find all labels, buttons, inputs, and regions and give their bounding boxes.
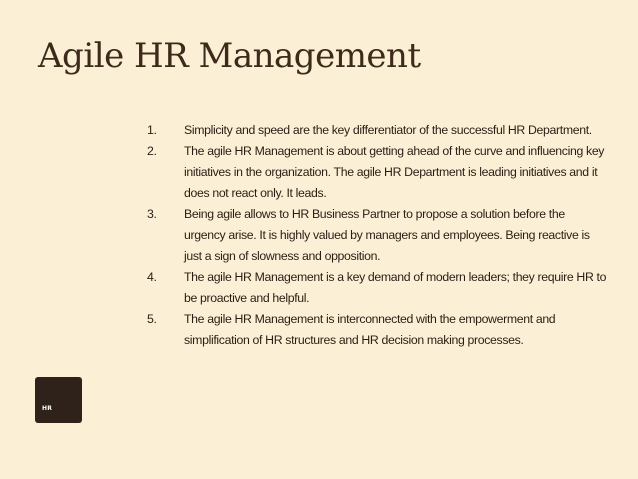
list-item bbox=[147, 204, 607, 267]
list-item-number: 5. bbox=[147, 312, 157, 326]
list-item bbox=[147, 141, 607, 204]
list-item-number: 3. bbox=[147, 207, 157, 221]
logo bbox=[35, 377, 82, 423]
list-item bbox=[147, 309, 607, 351]
list-item-text: The agile HR Management is about getting ahead of the curve and influencing key initiatives in the organization. The agile HR Department is leading initiatives and it does not react only. It leads. bbox=[184, 144, 605, 200]
list-item-text: Being agile allows to HR Business Partner to propose a solution before the urgency arise. It is highly valued by managers and employees. Being reactive is just a sign of slowness and opposition. bbox=[184, 207, 590, 263]
list-item bbox=[147, 120, 607, 141]
list-item-number: 4. bbox=[147, 270, 157, 284]
list-item-number: 2. bbox=[147, 144, 157, 158]
list-item-text: Simplicity and speed are the key differentiator of the successful HR Department. bbox=[184, 123, 592, 137]
slide-title: Agile HR Management bbox=[38, 36, 421, 76]
logo-text: HR bbox=[42, 405, 53, 412]
list-item-text: The agile HR Management is a key demand of modern leaders; they require HR to be proactive and helpful. bbox=[184, 270, 607, 305]
list-item bbox=[147, 267, 607, 309]
list-item-text: The agile HR Management is interconnected with the empowerment and simplification of HR structures and HR decision making processes. bbox=[184, 312, 556, 347]
list-item-number: 1. bbox=[147, 123, 157, 137]
numbered-list bbox=[147, 120, 607, 351]
